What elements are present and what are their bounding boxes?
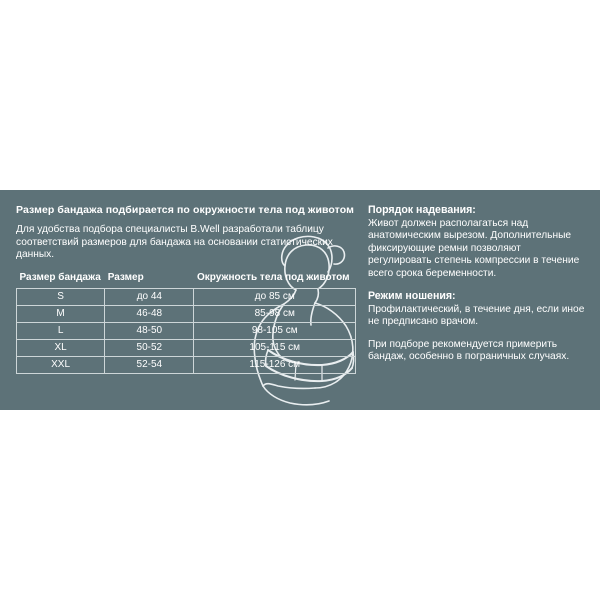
cell-size-brace: L <box>17 323 105 340</box>
table-header-circumference: Окружность тела под животом <box>196 271 350 283</box>
table-row <box>17 306 356 323</box>
wearing-order-title: Порядок надевания: <box>368 204 476 216</box>
fitting-advice-text: При подборе рекомендуется примерить бандаж, особенно в пограничных случаях. <box>368 338 570 363</box>
cell-size: 46-48 <box>105 306 194 323</box>
cell-circumference: 85-98 см <box>194 306 356 323</box>
cell-size: 50-52 <box>105 340 194 357</box>
right-column <box>368 204 586 364</box>
cell-circumference: 105-115 см <box>194 340 356 357</box>
cell-size-brace: S <box>17 289 105 306</box>
wearing-order-text: Живот должен располагаться над анатомическим вырезом. Дополнительные фиксирующие ремни позволяют регулировать степень компрессии в течение всего срока беременности. <box>368 218 580 279</box>
cell-size-brace: M <box>17 306 105 323</box>
table-row <box>17 289 356 306</box>
cell-circumference: 98-105 см <box>194 323 356 340</box>
table-header-size: Размер <box>107 271 144 283</box>
wearing-mode-text: Профилактический, в течение дня, если иное не предписано врачом. <box>368 304 585 328</box>
table-header-size-brace: Размер бандажа <box>19 271 101 283</box>
table-row <box>17 340 356 357</box>
cell-circumference: 115-126 см <box>194 357 356 374</box>
intro-paragraph: Для удобства подбора специалисты B.Well разработали таблицу соответствий размеров для бандажа на основании статистических данных. <box>16 224 333 261</box>
cell-size-brace: XXL <box>17 357 105 374</box>
cell-circumference: до 85 см <box>194 289 356 306</box>
lead-text: Размер бандажа подбирается по окружности тела под животом <box>16 204 355 216</box>
size-table <box>16 270 356 375</box>
cell-size-brace: XL <box>17 340 105 357</box>
cell-size: до 44 <box>105 289 194 306</box>
info-panel <box>0 190 600 410</box>
cell-size: 52-54 <box>105 357 194 374</box>
left-column <box>16 204 361 374</box>
table-row <box>17 357 356 374</box>
table-row <box>17 323 356 340</box>
cell-size: 48-50 <box>105 323 194 340</box>
wearing-mode-title: Режим ношения: <box>368 290 456 303</box>
table-header-row <box>17 270 356 289</box>
